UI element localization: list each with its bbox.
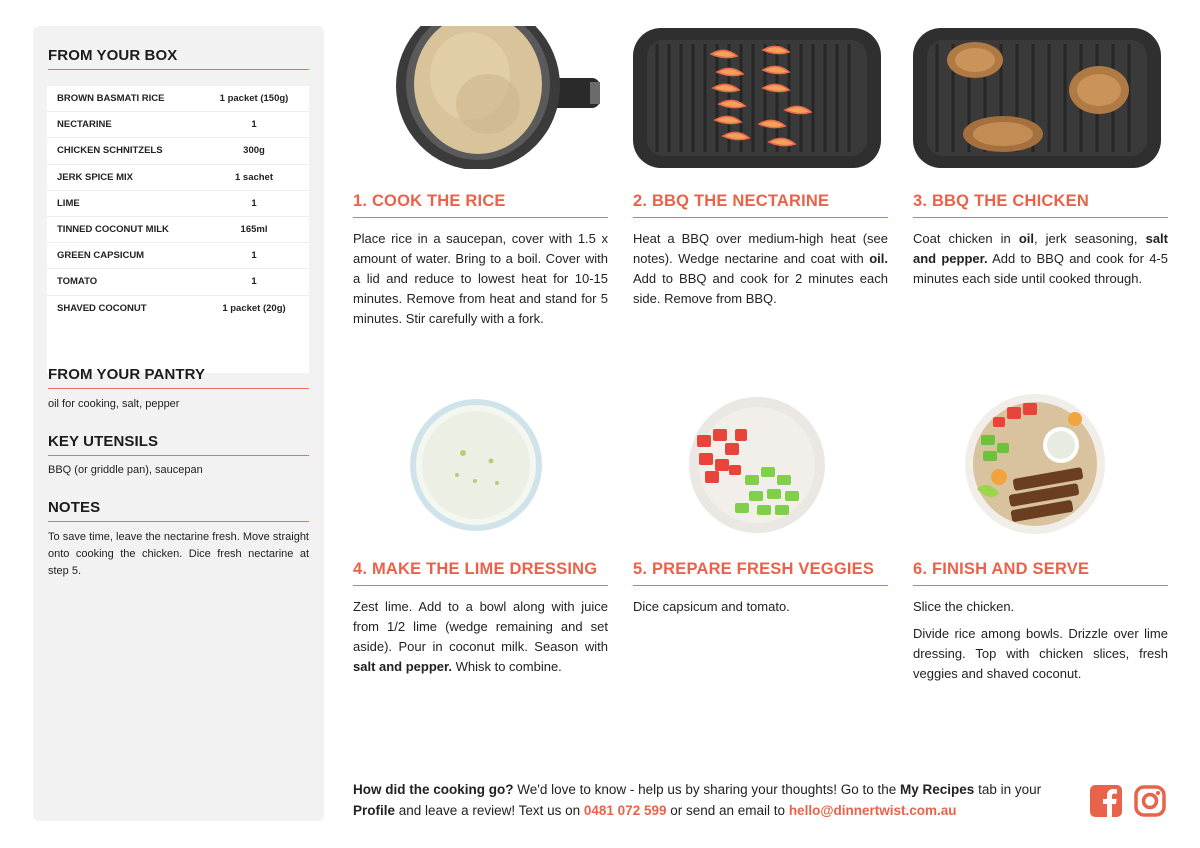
ingredient-name: CHICKEN SCHNITZELS <box>57 145 163 157</box>
nectarine-griddle-image <box>633 28 881 168</box>
ingredient-row <box>47 269 309 295</box>
ingredient-row <box>47 296 309 322</box>
step-5-instructions: Dice capsicum and tomato. <box>633 599 790 614</box>
footer-text: We'd love to know - help us by sharing your thoughts! Go to the <box>513 782 901 797</box>
step-1-instructions: Place rice in a saucepan, cover with 1.5 x amount of water. Bring to a boil. Cover with a lid and reduce to lowest heat for 10-15 minutes. Remove from heat and stand for 5 minutes. Stir carefully with a fork. <box>353 231 608 326</box>
ingredient-row <box>47 165 309 191</box>
ingredient-qty: 300g <box>243 145 265 157</box>
facebook-icon[interactable] <box>1090 785 1122 822</box>
step-3-text: Coat chicken in <box>913 231 1019 246</box>
step-5-title: 5. PREPARE FRESH VEGGIES <box>633 560 888 586</box>
step-4-text-end: Whisk to combine. <box>451 659 562 674</box>
ingredient-row <box>47 217 309 243</box>
chicken-griddle-image <box>913 28 1161 168</box>
feedback-footer <box>353 779 1073 821</box>
ingredient-name: TINNED COCONUT MILK <box>57 224 169 236</box>
step-3-bold-salt: salt and pepper. <box>913 231 1168 266</box>
footer-text: or send an email to <box>666 803 789 818</box>
step-3-title: 3. BBQ THE CHICKEN <box>913 192 1168 218</box>
ingredient-qty: 165ml <box>240 224 268 236</box>
ingredient-name: JERK SPICE MIX <box>57 171 134 183</box>
step-4-instructions <box>353 597 608 677</box>
footer-text: and leave a review! Text us on <box>395 803 584 818</box>
step-2-instructions <box>633 229 888 309</box>
ingredient-row <box>47 191 309 217</box>
notes-heading: NOTES <box>48 499 309 522</box>
ingredient-name: BROWN BASMATI RICE <box>57 93 165 105</box>
ingredients-sidebar <box>33 26 324 821</box>
step-3-text-end: Add to BBQ and cook for 4-5 minutes each side until cooked through. <box>913 251 1168 286</box>
ingredient-name: LIME <box>57 197 80 209</box>
ingredient-qty: 1 <box>251 197 257 209</box>
step-3-bold-oil: oil <box>1018 231 1034 246</box>
profile-link[interactable]: Profile <box>353 803 396 818</box>
footer-text: tab in your <box>974 782 1042 797</box>
ingredient-qty: 1 <box>251 250 257 262</box>
lime-dressing-bowl-image <box>405 395 547 535</box>
step-2-bold: oil. <box>869 251 888 266</box>
footer-question: How did the cooking go? <box>353 782 514 797</box>
ingredient-name: GREEN CAPSICUM <box>57 250 145 262</box>
step-6-para-1: Slice the chicken. <box>913 599 1015 614</box>
step-2-title: 2. BBQ THE NECTARINE <box>633 192 888 218</box>
ingredient-qty: 1 packet (150g) <box>219 93 289 105</box>
instagram-icon[interactable] <box>1134 785 1166 822</box>
ingredient-row <box>47 138 309 164</box>
ingredient-qty: 1 packet (20g) <box>222 303 286 315</box>
ingredient-row <box>47 243 309 269</box>
step-4-text: Zest lime. Add to a bowl along with juice from 1/2 lime (wedge remaining and set aside). Pour in coconut milk. Season with <box>353 599 608 654</box>
from-your-box-heading: FROM YOUR BOX <box>48 47 309 70</box>
ingredient-name: SHAVED COCONUT <box>57 303 147 315</box>
ingredient-qty: 1 <box>251 276 257 288</box>
ingredient-row <box>47 86 309 112</box>
ingredient-qty: 1 <box>251 119 257 131</box>
ingredient-name: NECTARINE <box>57 119 112 131</box>
step-3-text-mid: , jerk seasoning, <box>1033 231 1146 246</box>
step-6-instructions <box>913 597 1168 684</box>
key-utensils-heading: KEY UTENSILS <box>48 433 309 456</box>
diced-veggies-plate-image <box>685 395 830 535</box>
step-6-para-2: Divide rice among bowls. Drizzle over lime dressing. Top with chicken slices, fresh veggies and shaved coconut. <box>913 626 1168 681</box>
step-2-text-end: Add to BBQ and cook for 2 minutes each side. Remove from BBQ. <box>633 271 888 306</box>
step-4-bold: salt and pepper. <box>353 659 452 674</box>
pantry-text: oil for cooking, salt, pepper <box>48 398 180 410</box>
ingredient-name: TOMATO <box>57 276 98 288</box>
finished-dish-bowl-image <box>963 393 1107 535</box>
rice-saucepan-image <box>390 26 610 169</box>
step-1-title: 1. COOK THE RICE <box>353 192 608 218</box>
step-4-title: 4. MAKE THE LIME DRESSING <box>353 560 608 586</box>
from-your-pantry-heading: FROM YOUR PANTRY <box>48 366 309 389</box>
step-6-title: 6. FINISH AND SERVE <box>913 560 1168 586</box>
my-recipes-link[interactable]: My Recipes <box>900 782 975 797</box>
notes-text: To save time, leave the nectarine fresh. Move straight onto cooking the chicken. Dice fresh nectarine at step 5. <box>48 531 309 577</box>
ingredients-table <box>47 86 309 373</box>
ingredient-row <box>47 112 309 138</box>
step-3-instructions <box>913 229 1168 289</box>
ingredient-qty: 1 sachet <box>234 171 274 183</box>
step-2-text: Heat a BBQ over medium-high heat (see notes). Wedge nectarine and coat with <box>633 231 888 266</box>
utensils-text: BBQ (or griddle pan), saucepan <box>48 464 203 476</box>
email-link[interactable]: hello@dinnertwist.com.au <box>788 803 957 818</box>
phone-number-link[interactable]: 0481 072 599 <box>583 803 667 818</box>
